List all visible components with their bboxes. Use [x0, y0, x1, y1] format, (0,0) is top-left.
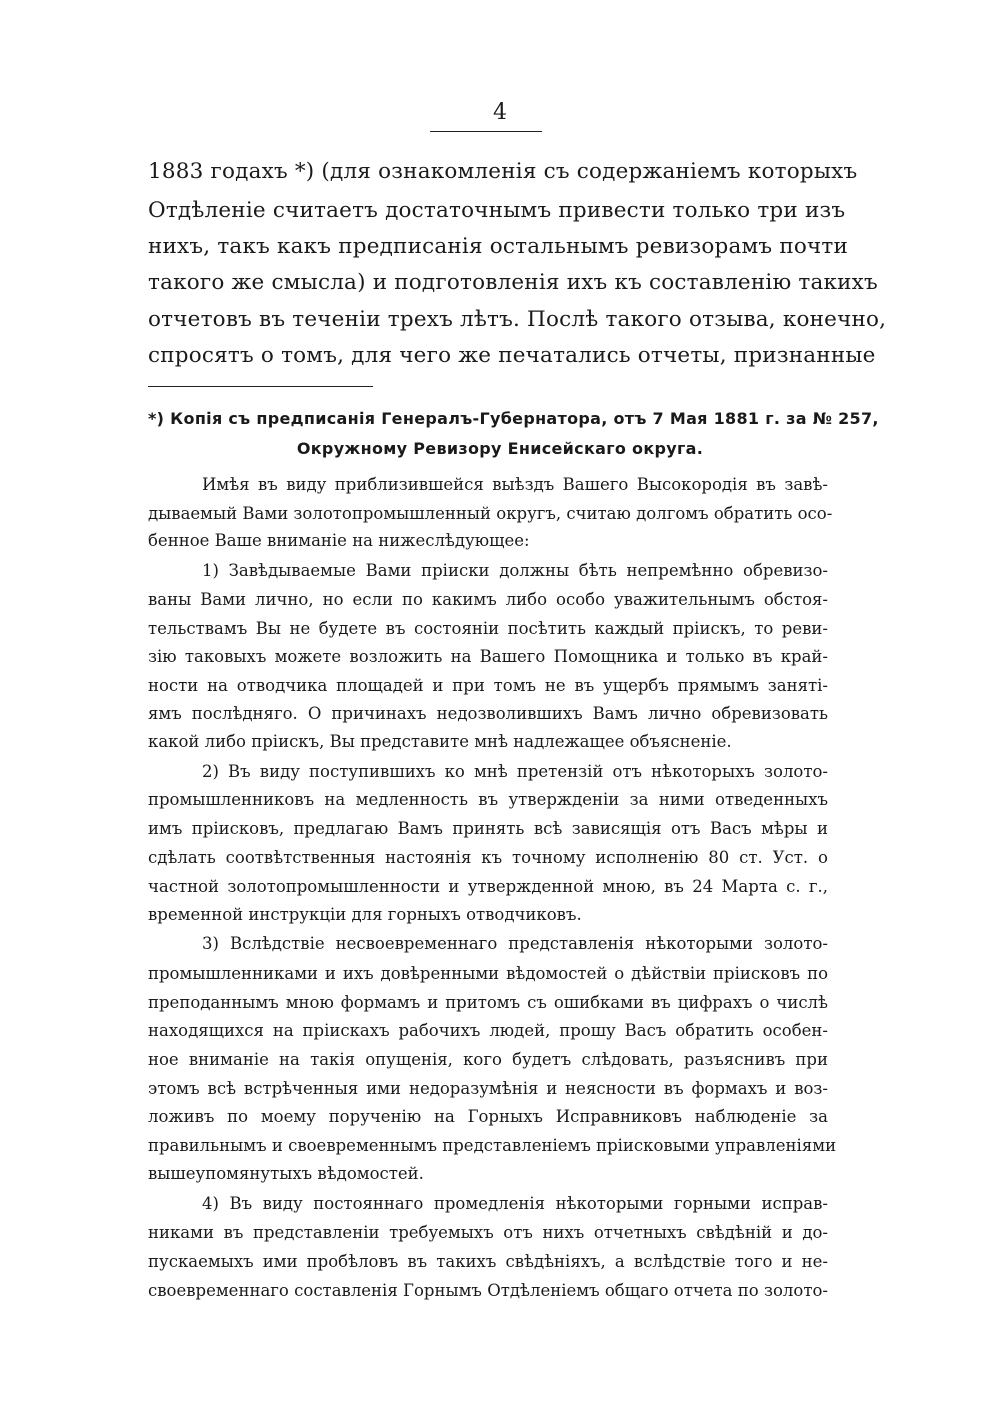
footnote-line: никами въ представленіи требуемыхъ отъ нихъ отчетныхъ свѣдѣній и до- — [148, 1223, 828, 1242]
footnote-line: 3) Вслѣдствіе несвоевременнаго представленія нѣкоторыми золото- — [202, 934, 828, 953]
footnote-line: какой либо пріискъ, Вы представите мнѣ надлежащее объясненіе. — [148, 732, 732, 751]
footnote-line: имъ пріисковъ, предлагаю Вамъ принять всѣ зависящія отъ Васъ мѣры и — [148, 819, 828, 838]
footnote-line: частной золотопромышленности и утвержденной мною, въ 24 Марта с. г., — [148, 877, 828, 896]
main-text-line: 1883 годахъ *) (для ознакомленія съ содержаніемъ которыхъ — [148, 159, 858, 184]
footnote-line: Имѣя въ виду приблизившейся выѣздъ Вашего Высокородія въ завѣ- — [202, 475, 828, 494]
footnote-line: промышленниковъ на медленность въ утвержденіи за ними отведенныхъ — [148, 790, 828, 809]
footnote-line: ложивъ по моему порученію на Горныхъ Исправниковъ наблюденіе за — [148, 1107, 828, 1126]
footnote-line: ное вниманіе на такія опущенія, кого будетъ слѣдовать, разъяснивъ при — [148, 1050, 828, 1069]
footnote-title: *) Копія съ предписанія Генералъ-Губернатора, отъ 7 Мая 1881 г. за № 257, — [148, 409, 879, 428]
main-text-line: Отдѣленіе считаетъ достаточнымъ привести только три изъ — [148, 198, 846, 223]
footnote-line: промышленниками и ихъ довѣренными вѣдомостей о дѣйствіи пріисковъ по — [148, 964, 828, 983]
main-text-line: нихъ, такъ какъ предписанія остальнымъ ревизорамъ почти — [148, 234, 849, 259]
footnote-line: пускаемыхъ ими пробѣловъ въ такихъ свѣдѣніяхъ, а вслѣдствіе того и не- — [148, 1252, 828, 1271]
footnote-line: зію таковыхъ можете возложить на Вашего Помощника и только въ край- — [148, 647, 828, 666]
page-number: 4 — [493, 100, 507, 125]
footnote-line: тельствамъ Вы не будете въ состояніи посѣтить каждый пріискъ, то реви- — [148, 619, 828, 638]
footnote-line: дываемый Вами золотопромышленный округъ, считаю долгомъ обратить осо- — [148, 504, 833, 523]
main-text-line: отчетовъ въ теченіи трехъ лѣтъ. Послѣ такого отзыва, конечно, — [148, 307, 887, 332]
footnote-line: своевременнаго составленія Горнымъ Отдѣленіемъ общаго отчета по золото- — [148, 1281, 828, 1300]
main-text-line: спросятъ о томъ, для чего же печатались отчеты, признанные — [148, 343, 876, 368]
footnote-line: находящихся на пріискахъ рабочихъ людей, прошу Васъ обратить особен- — [148, 1021, 828, 1040]
main-text-line: такого же смысла) и подготовленія ихъ къ составленію такихъ — [148, 270, 878, 295]
footnote-line: бенное Ваше вниманіе на нижеслѣдующее: — [148, 531, 530, 550]
footnote-line: преподаннымъ мною формамъ и притомъ съ ошибками въ цифрахъ о числѣ — [148, 993, 828, 1012]
footnote-line: ямъ послѣдняго. О причинахъ недозволившихъ Вамъ лично обревизовать — [148, 704, 828, 723]
footnote-line: этомъ всѣ встрѣченныя ими недоразумѣнія и неясности въ формахъ и воз- — [148, 1079, 828, 1098]
footnote-line: ности на отводчика площадей и при томъ не въ ущербъ прямымъ занятi- — [148, 676, 828, 695]
footnote-line: вышеупомянутыхъ вѣдомостей. — [148, 1164, 424, 1183]
footnote-subtitle: Окружному Ревизору Енисейскаго округа. — [296, 439, 704, 458]
footnote-line: сдѣлать соотвѣтственныя настоянія къ точному исполненію 80 ст. Уст. о — [148, 848, 828, 867]
footnote-line: ваны Вами лично, но если по какимъ либо особо уважительнымъ обстоя- — [148, 590, 828, 609]
footnote-line: 4) Въ виду постояннаго промедленія нѣкоторыми горными исправ- — [202, 1194, 828, 1213]
footnote-separator — [148, 386, 373, 387]
footnote-line: 1) Завѣдываемые Вами пріиски должны бѣть непремѣнно обревизо- — [202, 561, 828, 580]
footnote-line: 2) Въ виду поступившихъ ко мнѣ претензій отъ нѣкоторыхъ золото- — [202, 762, 828, 781]
page-number-rule — [430, 131, 542, 132]
footnote-line: правильнымъ и своевременнымъ представленіемъ пріисковыми управленіями — [148, 1136, 837, 1155]
footnote-line: временной инструкціи для горныхъ отводчиковъ. — [148, 905, 582, 924]
